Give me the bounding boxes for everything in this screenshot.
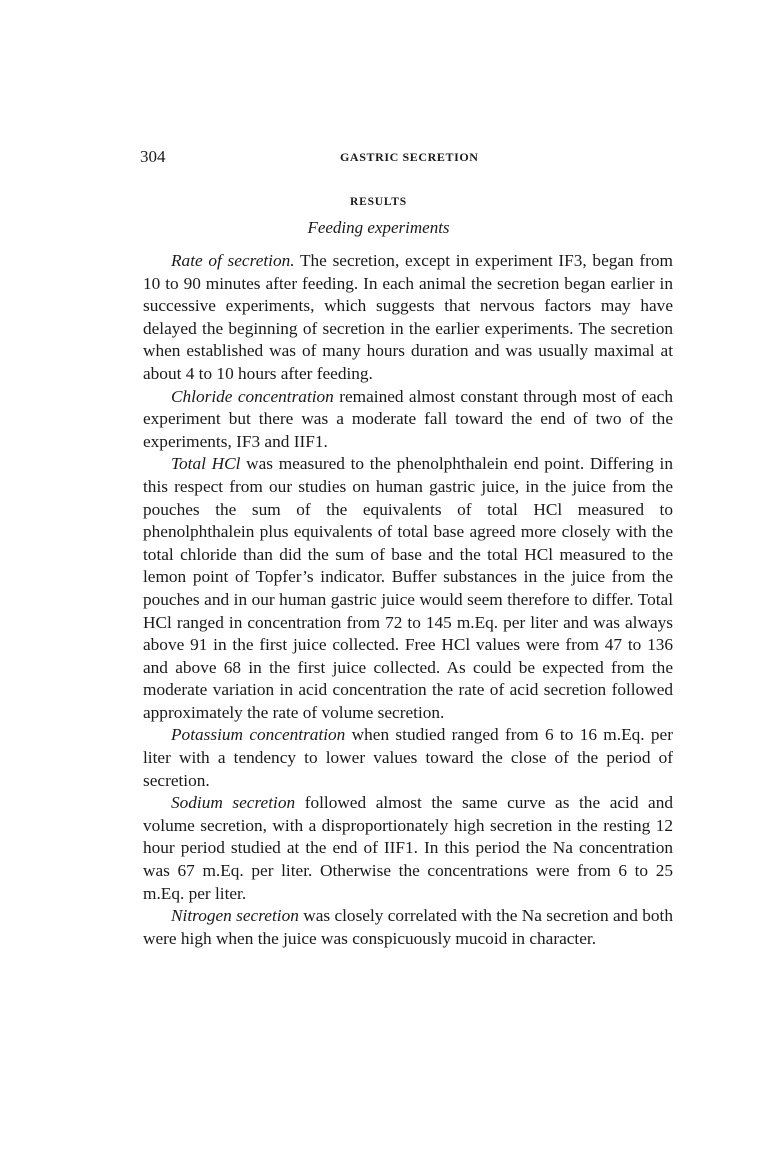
section-heading: RESULTS xyxy=(350,196,407,208)
section-subheading: Feeding experiments xyxy=(307,218,450,237)
paragraph-lead: Nitrogen secretion xyxy=(171,906,299,926)
paragraph-lead: Potassium concentration xyxy=(171,725,346,745)
paragraph-lead: Rate of secretion. xyxy=(171,251,295,270)
paragraph-potassium-concentration xyxy=(143,724,673,792)
paragraph-lead: Total HCl xyxy=(171,454,241,474)
paragraph-text: The secretion, except in experiment IF3, began from 10 to 90 minutes after feeding. In each animal the secretion began earlier in successive experiments, which suggests that nervous factors may have delayed the beginning of secretion in the earlier experiments. The secretion when established was of many hours duration and was usually maximal at about 4 to 10 hours after feeding. xyxy=(143,251,674,383)
paragraph-chloride-concentration xyxy=(143,386,673,454)
page-number: 304 xyxy=(140,147,166,166)
paragraph-rate-of-secretion xyxy=(143,250,673,386)
paragraph-text: was closely correlated with the Na secretion and both were high when the juice was conspicuously mucoid in character. xyxy=(143,906,673,948)
paragraph-lead: Chloride concentration xyxy=(171,386,334,406)
running-head: GASTRIC SECRETION xyxy=(340,150,479,164)
paragraph-sodium-secretion xyxy=(143,792,673,905)
paragraph-text: remained almost constant through most of each experiment but there was a moderate fall toward the end of two of the experiments, IF3 and IIF1. xyxy=(143,386,673,451)
paragraph-text: when studied ranged from 6 to 16 m.Eq. per liter with a tendency to lower values toward the close of the period of secretion. xyxy=(143,725,673,790)
body-text xyxy=(143,250,673,950)
paragraph-text: was measured to the phenolphthalein end point. Differing in this respect from our studies on human gastric juice, in the juice from the pouches the sum of the equivalents of total HCl measured to phenolphthalein plus equivalents of total base agreed more closely with the total chloride than did the sum of base and the total HCl measured to the lemon point of Topfer’s indicator. Buffer substances in the juice from the pouches and in our human gastric juice would seem therefore to differ. Total HCl ranged in concentration from 72 to 145 m.Eq. per liter and was always above 91 in the first juice collected. Free HCl values were from 47 to 136 and above 68 in the first juice collected. As could be expected from the moderate variation in acid concentration the rate of acid secretion followed approximately the rate of volume secretion. xyxy=(143,454,673,722)
paragraph-lead: Sodium secretion xyxy=(171,793,296,813)
paragraph-total-hcl xyxy=(143,453,673,724)
paragraph-text: followed almost the same curve as the acid and volume secretion, with a disproportionately high secretion in the resting 12 hour period studied at the end of IIF1. In this period the Na concentration was 67 m.Eq. per liter. Otherwise the concentrations were from 6 to 25 m.Eq. per liter. xyxy=(143,793,673,903)
paragraph-nitrogen-secretion xyxy=(143,905,673,950)
